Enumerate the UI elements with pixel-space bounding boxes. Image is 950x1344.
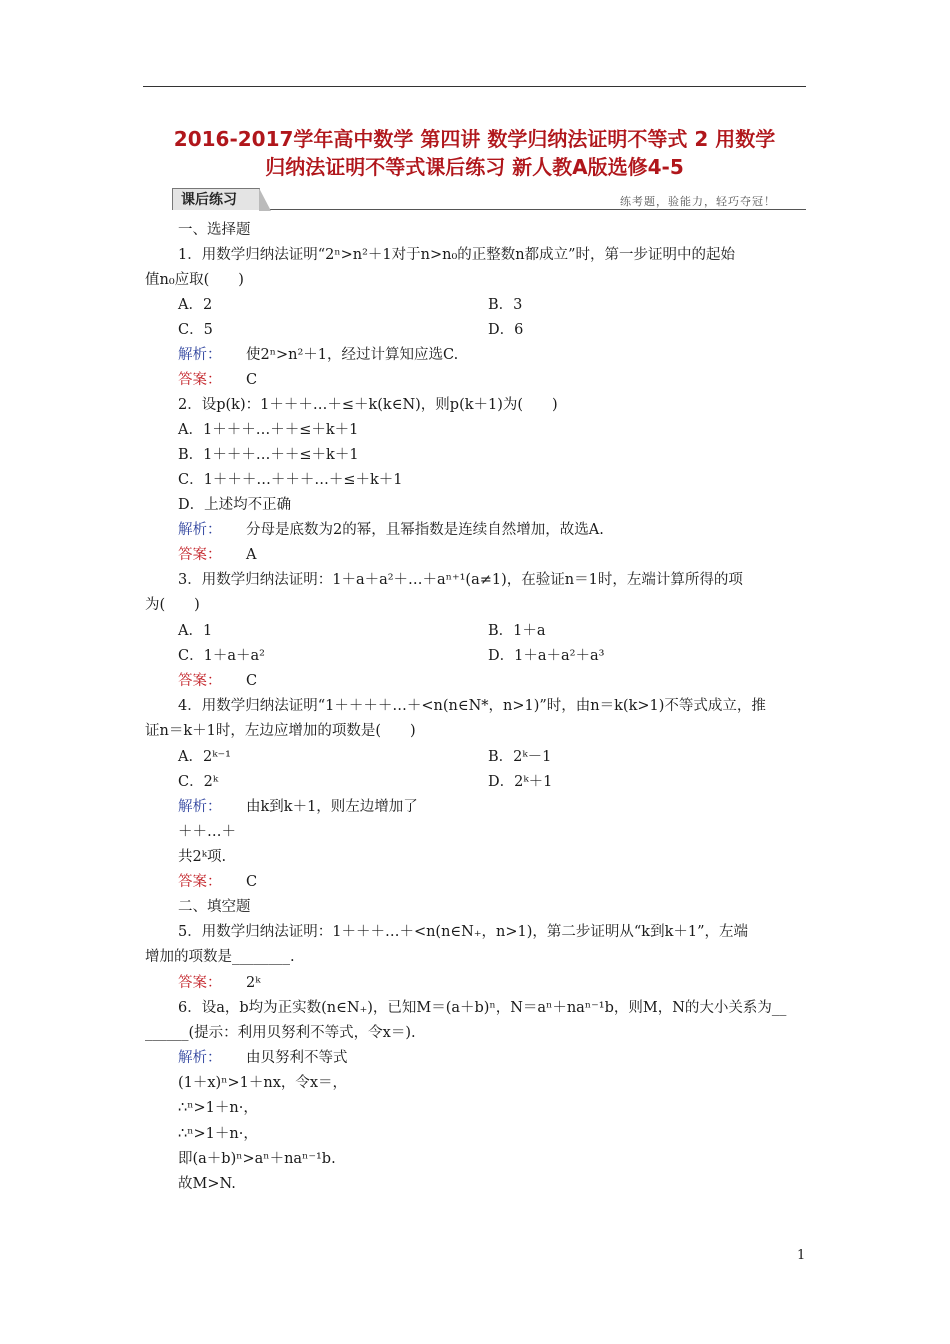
document-title xyxy=(143,125,806,181)
text-line: 由k到k＋1，则左边增加了 xyxy=(246,799,418,815)
text-line: 值n₀应取( ) xyxy=(145,272,244,288)
text-line: (1＋x)ⁿ>1＋nx，令x＝， xyxy=(178,1075,348,1091)
text-line: 2．设p(k)：1＋＋＋…＋≤＋k(k∈N)，则p(k＋1)为( ) xyxy=(178,397,558,413)
answer-label: 答案： xyxy=(178,673,222,689)
analysis-label: 解析： xyxy=(178,522,222,538)
text-line: A．2ᵏ⁻¹ xyxy=(178,749,231,765)
text-line: 一、选择题 xyxy=(178,222,251,238)
text-line: D．上述均不正确 xyxy=(178,497,292,513)
text-line: ∴ⁿ>1＋n·， xyxy=(178,1100,258,1116)
text-line: 由贝努利不等式 xyxy=(246,1050,348,1066)
text-line: A xyxy=(246,547,257,563)
text-line: D．6 xyxy=(488,322,524,338)
text-line: C．1＋a＋a² xyxy=(178,648,265,664)
text-line: 共2ᵏ项. xyxy=(178,849,227,865)
text-line: C xyxy=(246,673,258,689)
section-banner xyxy=(172,188,806,212)
text-line: 分母是底数为2的幂，且幂指数是连续自然增加，故选A. xyxy=(246,522,604,538)
text-line: A．1 xyxy=(178,623,213,639)
text-line: B．2ᵏ－1 xyxy=(488,749,552,765)
text-line: 4．用数学归纳法证明“1＋＋＋＋…＋<n(n∈N*，n>1)”时，由n＝k(k>1)不等式成立，推 xyxy=(178,698,766,714)
text-line: 即(a＋b)ⁿ>aⁿ＋naⁿ⁻¹b. xyxy=(178,1151,336,1167)
text-line: 为( ) xyxy=(145,597,200,613)
text-line: 证n＝k＋1时，左边应增加的项数是( ) xyxy=(145,723,416,739)
text-line: 5．用数学归纳法证明：1＋＋＋…＋<n(n∈N₊，n>1)，第二步证明从“k到k＋1”，左端 xyxy=(178,924,749,940)
text-line: ______(提示：利用贝努利不等式，令x＝). xyxy=(145,1025,416,1041)
text-line: D．2ᵏ＋1 xyxy=(488,774,553,790)
text-line: C xyxy=(246,874,258,890)
text-line: B．3 xyxy=(488,297,523,313)
answer-label: 答案： xyxy=(178,372,222,388)
text-line: A．1＋＋＋…＋＋≤＋k＋1 xyxy=(178,422,359,438)
text-line: C xyxy=(246,372,258,388)
text-line: 3．用数学归纳法证明：1＋a＋a²＋…＋aⁿ⁺¹(a≠1)，在验证n＝1时，左端计算所得的项 xyxy=(178,572,743,588)
analysis-label: 解析： xyxy=(178,347,222,363)
text-line: A．2 xyxy=(178,297,213,313)
analysis-label: 解析： xyxy=(178,799,222,815)
text-line: 增加的项数是________. xyxy=(145,949,295,965)
text-line: 2ᵏ xyxy=(246,975,261,991)
banner-slogan: 练考题，验能力，轻巧夺冠！ xyxy=(620,195,776,208)
text-line: ＋＋…＋ xyxy=(178,824,236,840)
text-line: 故M>N. xyxy=(178,1176,236,1192)
answer-label: 答案： xyxy=(178,975,222,991)
analysis-label: 解析： xyxy=(178,1050,222,1066)
page-number: 1 xyxy=(797,1248,806,1263)
text-line: 6．设a，b均为正实数(n∈N₊)，已知M＝(a＋b)ⁿ，N＝aⁿ＋naⁿ⁻¹b，则M，N的大小关系为__ xyxy=(178,1000,787,1016)
header-rule xyxy=(143,86,806,87)
answer-label: 答案： xyxy=(178,547,222,563)
banner-tab: 课后练习 xyxy=(172,188,260,210)
text-line: C．2ᵏ xyxy=(178,774,219,790)
text-line: ∴ⁿ>1＋n·， xyxy=(178,1126,258,1142)
title-line-2: 归纳法证明不等式课后练习 新人教A版选修4-5 xyxy=(265,155,684,179)
text-line: 使2ⁿ>n²＋1，经过计算知应选C. xyxy=(246,347,459,363)
text-line: 1．用数学归纳法证明“2ⁿ>n²＋1对于n>n₀的正整数n都成立”时，第一步证明中的起始 xyxy=(178,247,736,263)
text-line: B．1＋a xyxy=(488,623,546,639)
answer-label: 答案： xyxy=(178,874,222,890)
text-line: 二、填空题 xyxy=(178,899,251,915)
text-line: B．1＋＋＋…＋＋≤＋k＋1 xyxy=(178,447,359,463)
text-line: D．1＋a＋a²＋a³ xyxy=(488,648,605,664)
text-line: C．1＋＋＋…＋＋＋…＋≤＋k＋1 xyxy=(178,472,403,488)
title-line-1: 2016-2017学年高中数学 第四讲 数学归纳法证明不等式 2 用数学 xyxy=(173,127,776,151)
text-line: C．5 xyxy=(178,322,213,338)
